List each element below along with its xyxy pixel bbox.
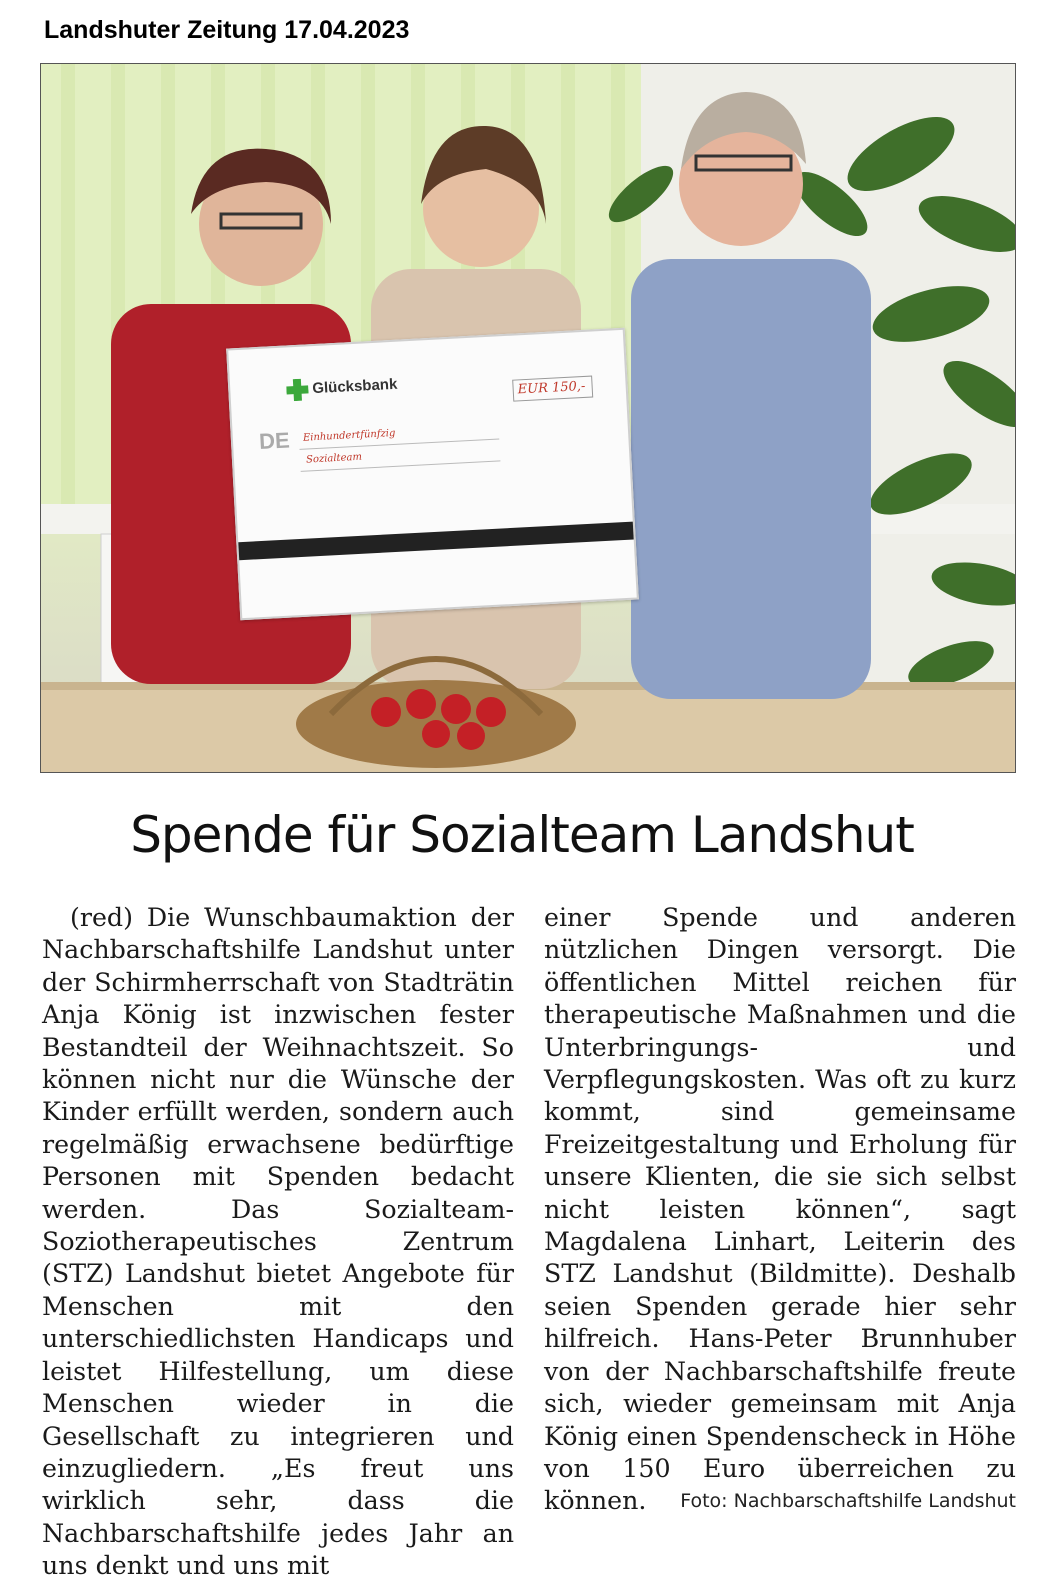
article-headline: Spende für Sozialteam Landshut <box>130 806 914 864</box>
cheque-bank-name: Glücksbank <box>311 375 398 398</box>
cheque-country-code: DE <box>258 427 291 455</box>
donation-cheque <box>226 328 639 621</box>
cheque-payee-line2: Sozialteam <box>305 451 363 466</box>
article-column-right <box>544 902 1016 1518</box>
cheque-payee-line1: Einhundertfünfzig <box>302 427 396 444</box>
cheque-signature-bar <box>238 522 633 561</box>
article-column-left <box>42 902 514 1583</box>
cheque-amount: EUR 150,- <box>512 376 593 402</box>
article-body-left: (red) Die Wunschbaumaktion der Nachbarschaftshilfe Landshut unter der Schirmherrschaft von Stadträtin Anja König ist inzwischen fester Bestandteil der Weihnachtszeit. So können nicht nur die Wünsche der Kinder erfüllt werden, sondern auch regelmäßig erwachsene bedürftige Personen mit Spenden bedacht werden. Das Sozialteam-Soziotherapeutisches Zentrum (STZ) Landshut bietet Angebote für Menschen mit den unterschiedlichsten Handicaps und leistet Hilfestellung, um diese Menschen wieder in die Gesellschaft zu integrieren und einzugliedern. „Es freut uns wirklich sehr, dass die Nachbarschaftshilfe jedes Jahr an uns denkt und uns mit <box>42 903 514 1581</box>
photo-credit: Foto: Nachbarschaftshilfe Landshut <box>680 1490 1016 1512</box>
bank-cross-icon <box>286 378 309 401</box>
article-body-right: einer Spende und anderen nützlichen Dingen versorgt. Die öffentlichen Mittel reichen für therapeutische Maßnahmen und die Unterbringungs- und Verpflegungskosten. Was oft zu kurz kommt, sind gemeinsame Freizeitgestaltung und Erholung für unsere Klienten, die sie sich selbst nicht leisten können“, sagt Magdalena Linhart, Leiterin des STZ Landshut (Bildmitte). Deshalb seien Spenden gerade hier sehr hilfreich. Hans-Peter Brunnhuber von der Nachbarschaftshilfe freute sich, wieder gemeinsam mit Anja König einen Spendenscheck in Höhe von 150 Euro überreichen zu können. <box>544 903 1016 1516</box>
newspaper-source-date: Landshuter Zeitung 17.04.2023 <box>44 16 410 44</box>
